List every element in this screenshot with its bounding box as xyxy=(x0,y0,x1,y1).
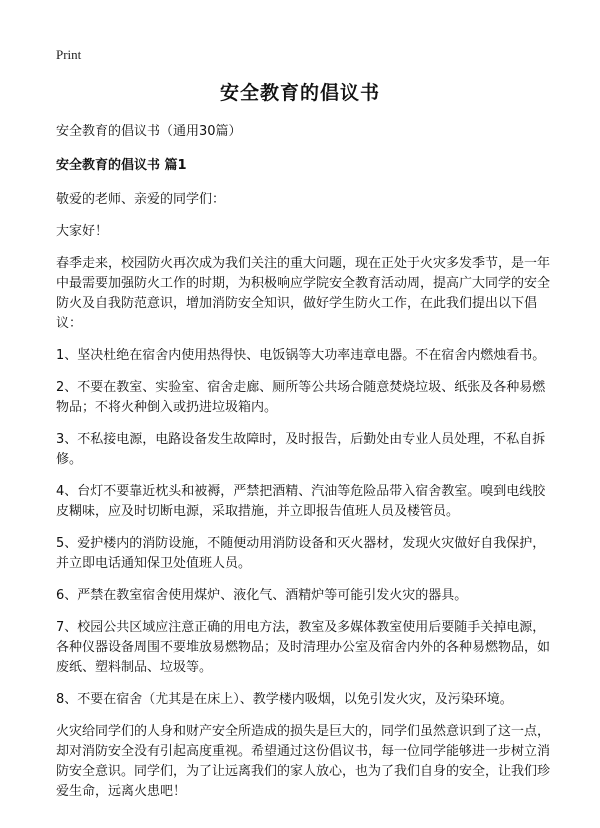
proposal-item-8: 8、不要在宿舍（尤其是在床上）、教学楼内吸烟，以免引发火灾，及污染环境。 xyxy=(56,692,513,707)
intro-paragraph: 春季走来，校园防火再次成为我们关注的重大问题，现在正处于火灾多发季节，是一年中最需要加强防火工作的时期，为积极响应学院安全教育活动周，提高广大同学的安全防火及自我防范意识，增加消防安全知识，做好学生防火工作，在此我们提出以下倡议： xyxy=(56,256,551,331)
proposal-item-4: 4、台灯不要靠近枕头和被褥，严禁把酒精、汽油等危险品带入宿舍教室。嗅到电线胶皮糊味，应及时切断电源，采取措施，并立即报告值班人员及楼管员。 xyxy=(56,484,546,519)
proposal-item-5: 5、爱护楼内的消防设施，不随便动用消防设备和灭火器材，发现火灾做好自我保护，并立即电话通知保卫处值班人员。 xyxy=(56,536,546,571)
print-label[interactable]: Print xyxy=(56,47,82,62)
document-subtitle: 安全教育的倡议书（通用30篇） xyxy=(56,124,242,139)
greeting-line: 敬爱的老师、亲爱的同学们： xyxy=(56,192,226,207)
section-heading: 安全教育的倡议书 篇1 xyxy=(56,158,187,173)
document-title: 安全教育的倡议书 xyxy=(219,82,380,104)
proposal-item-1: 1、坚决杜绝在宿舍内使用热得快、电饭锅等大功率违章电器。不在宿舍内燃烛看书。 xyxy=(56,348,546,363)
closing-paragraph: 火灾给同学们的人身和财产安全所造成的损失是巨大的，同学们虽然意识到了这一点，却对消防安全没有引起高度重视。希望通过这份倡议书，每一位同学能够进一步树立消防安全意识。同学们，为了让远离我们的家人放心，也为了我们自身的安全，让我们珍爱生命，远离火患吧！ xyxy=(56,724,551,799)
hello-line: 大家好！ xyxy=(56,224,109,239)
proposal-item-3: 3、不私接电源，电路设备发生故障时，及时报告，后勤处由专业人员处理，不私自拆修。 xyxy=(56,432,546,467)
document-body xyxy=(56,122,556,814)
proposal-item-6: 6、严禁在教室宿舍使用煤炉、液化气、酒精炉等可能引发火灾的器具。 xyxy=(56,588,468,603)
proposal-item-7: 7、校园公共区域应注意正确的用电方法，教室及多媒体教室使用后要随手关掉电源，各种仪器设备周围不要堆放易燃物品；及时清理办公室及宿舍内外的各种易燃物品，如废纸、塑料制品、垃圾等。 xyxy=(56,620,551,675)
proposal-item-2: 2、不要在教室、实验室、宿舍走廊、厕所等公共场合随意焚烧垃圾、纸张及各种易燃物品；不将火种倒入或扔进垃圾箱内。 xyxy=(56,380,546,415)
